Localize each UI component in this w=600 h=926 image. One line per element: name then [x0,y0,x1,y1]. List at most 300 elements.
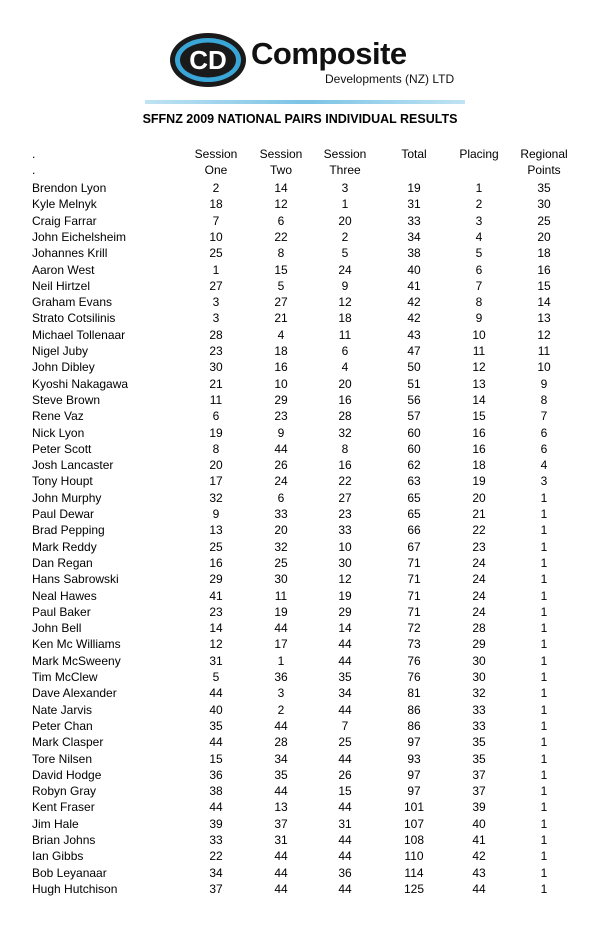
regional-points: 1 [540,523,548,538]
session-one-score: 3 [212,295,220,310]
session-one-score: 6 [212,409,220,424]
session-three-score: 44 [338,751,352,766]
regional-points: 6 [540,441,548,456]
placing: 37 [472,784,486,799]
session-one-score: 7 [212,213,220,228]
regional-points: 16 [537,262,551,277]
total-score: 38 [407,246,421,261]
placing: 32 [472,686,486,701]
session-one-score: 23 [209,344,223,358]
session-two-score: 32 [274,539,288,554]
total-score: 63 [407,474,421,489]
session-three-score: 5 [341,246,349,261]
session-one-score: 41 [209,588,223,603]
header-marker: . [32,162,36,177]
session-one-score: 20 [209,458,223,473]
session-three-score: 10 [338,539,352,554]
session-three-score: 4 [341,360,349,375]
header-label: Two [269,162,292,177]
player-name: John Murphy [32,490,102,505]
table-row [0,571,600,587]
session-two-score: 21 [274,311,288,326]
player-name: Michael Tollenaar [32,327,126,342]
placing: 12 [472,360,486,375]
session-two-score: 25 [274,555,288,570]
table-row [0,180,600,196]
table-row [0,799,600,815]
placing: 19 [472,474,486,489]
total-score: 60 [407,441,421,456]
session-one-score: 16 [209,555,223,570]
header-session-three [315,147,375,178]
session-two-score: 44 [274,865,288,880]
session-two-score: 22 [274,229,288,244]
regional-points: 18 [537,246,551,261]
placing: 20 [472,490,486,505]
total-score: 51 [407,376,421,391]
regional-points: 1 [540,751,548,766]
session-one-score: 44 [209,800,223,815]
total-score: 71 [407,604,421,619]
session-three-score: 33 [338,523,352,538]
table-row [0,457,600,473]
placing: 22 [472,523,486,538]
total-score: 42 [407,295,421,310]
player-name: Brian Johns [32,833,96,847]
session-one-score: 36 [209,767,223,782]
table-row [0,588,600,604]
session-one-score: 8 [212,441,220,456]
session-one-score: 1 [212,262,220,277]
session-three-score: 2 [341,229,349,244]
player-name: Craig Farrar [32,213,97,228]
session-three-score: 44 [338,849,352,864]
placing: 30 [472,653,486,668]
table-row [0,669,600,685]
table-row [0,343,600,359]
player-name: Dave Alexander [32,686,117,701]
player-name: Dan Regan [32,555,93,570]
placing: 3 [475,213,483,228]
regional-points: 1 [540,865,548,880]
placing: 16 [472,441,486,456]
player-name: Neal Hawes [32,588,97,603]
table-row [0,213,600,229]
session-one-score: 15 [209,751,223,766]
regional-points: 1 [540,800,548,815]
session-three-score: 9 [341,278,349,293]
session-three-score: 18 [338,311,352,326]
session-three-score: 25 [338,735,352,750]
regional-points: 1 [540,784,548,799]
session-two-score: 1 [277,653,285,668]
total-score: 86 [407,702,421,717]
table-row [0,376,600,392]
player-name: David Hodge [32,767,102,782]
player-name: Nick Lyon [32,425,85,440]
document-title: SFFNZ 2009 NATIONAL PAIRS INDIVIDUAL RESULTS [142,112,458,126]
placing: 41 [472,833,486,847]
total-score: 93 [407,751,421,766]
placing: 11 [472,344,486,358]
total-score: 66 [407,523,421,538]
header-label: Session [323,147,367,161]
regional-points: 7 [540,409,548,424]
regional-points: 1 [540,637,548,652]
session-three-score: 20 [338,213,352,228]
session-two-score: 33 [274,507,288,521]
regional-points: 1 [540,539,548,554]
placing: 9 [475,311,483,326]
header-label: Session [259,147,303,161]
table-row [0,702,600,718]
regional-points: 1 [540,621,548,636]
table-row [0,881,600,897]
player-name: Peter Chan [32,718,93,733]
session-two-score: 28 [274,735,288,750]
regional-points: 1 [540,588,548,603]
player-name: Kyoshi Nakagawa [32,376,129,391]
session-one-score: 28 [209,327,223,342]
regional-points: 25 [537,213,551,228]
placing: 13 [472,376,486,391]
session-three-score: 28 [338,409,352,424]
session-three-score: 44 [338,702,352,717]
session-two-score: 6 [277,213,285,228]
session-three-score: 12 [338,572,352,587]
session-two-score: 2 [277,702,285,717]
regional-points: 4 [540,458,548,473]
placing: 10 [472,327,486,342]
session-two-score: 13 [274,800,288,815]
total-score: 19 [407,181,421,195]
player-name: Josh Lancaster [32,458,114,473]
company-name: Composite [251,36,407,71]
session-two-score: 44 [274,621,288,636]
player-name: Graham Evans [32,295,113,310]
session-three-score: 22 [338,474,352,489]
session-two-score: 15 [274,262,288,277]
session-one-score: 35 [209,718,223,733]
header-label: Session [194,147,238,161]
session-two-score: 6 [277,490,285,505]
session-one-score: 12 [209,637,223,652]
placing: 35 [472,735,486,750]
table-row [0,262,600,278]
session-one-score: 2 [212,181,220,195]
total-score: 65 [407,490,421,505]
session-one-score: 37 [209,881,223,896]
session-one-score: 31 [209,653,223,668]
session-one-score: 11 [209,392,223,407]
session-two-score: 44 [274,441,288,456]
session-one-score: 5 [212,670,220,684]
placing: 42 [472,849,486,864]
table-row [0,620,600,636]
regional-points: 9 [540,376,548,391]
company-subtitle: Developments (NZ) LTD [325,72,455,86]
session-two-score: 4 [277,327,285,342]
regional-points: 1 [540,718,548,733]
session-one-score: 40 [209,702,223,717]
session-one-score: 38 [209,784,223,799]
total-score: 101 [403,800,425,815]
table-row [0,539,600,555]
total-score: 57 [407,409,421,424]
cd-emblem-icon [169,32,247,88]
placing: 24 [472,572,486,587]
session-three-score: 44 [338,637,352,652]
session-one-score: 19 [209,425,223,440]
table-row [0,555,600,571]
regional-points: 14 [537,295,551,310]
session-three-score: 11 [338,327,352,342]
table-row [0,832,600,848]
session-two-score: 14 [274,181,288,195]
total-score: 97 [407,735,421,750]
placing: 33 [472,702,486,717]
player-name: Kent Fraser [32,800,95,815]
session-two-score: 44 [274,881,288,896]
session-three-score: 1 [341,197,349,212]
table-row [0,408,600,424]
player-name: John Eichelsheim [32,229,127,244]
placing: 4 [475,229,483,244]
session-one-score: 14 [209,621,223,636]
session-two-score: 26 [274,458,288,473]
total-score: 86 [407,718,421,733]
player-name: Ian Gibbs [32,849,84,864]
session-one-score: 25 [209,539,223,554]
table-row [0,490,600,506]
table-row [0,327,600,343]
player-name: John Dibley [32,360,95,375]
regional-points: 12 [537,327,551,342]
session-one-score: 34 [209,865,223,880]
session-one-score: 29 [209,572,223,587]
table-row [0,229,600,245]
regional-points: 1 [540,555,548,570]
regional-points: 8 [540,392,548,407]
table-row [0,392,600,408]
session-one-score: 27 [209,278,223,293]
table-row [0,751,600,767]
table-row [0,506,600,522]
table-row [0,310,600,326]
session-two-score: 17 [274,637,288,652]
placing: 39 [472,800,486,815]
session-three-score: 30 [338,555,352,570]
regional-points: 11 [537,344,551,358]
session-one-score: 18 [209,197,223,212]
session-one-score: 9 [212,507,220,521]
placing: 15 [472,409,486,424]
session-one-score: 22 [209,849,223,864]
total-score: 110 [404,849,424,864]
player-name: Tim McClew [32,670,98,684]
player-name: Mark Clasper [32,735,104,750]
total-score: 108 [403,833,425,847]
session-three-score: 29 [338,604,352,619]
player-name: Hugh Hutchison [32,881,118,896]
table-row [0,473,600,489]
header-label: Regional [520,147,568,161]
total-score: 71 [407,588,421,603]
total-score: 41 [407,278,421,293]
total-score: 76 [407,653,421,668]
player-name: Robyn Gray [32,784,97,799]
player-name: Mark Reddy [32,539,97,554]
total-score: 97 [407,767,421,782]
session-three-score: 32 [338,425,352,440]
session-two-score: 24 [274,474,288,489]
session-two-score: 37 [274,816,288,831]
session-two-score: 11 [274,588,288,603]
session-three-score: 44 [338,881,352,896]
table-row [0,783,600,799]
session-two-score: 44 [274,718,288,733]
total-score: 50 [407,360,421,375]
table-row [0,816,600,832]
header-regional-points [512,147,576,178]
table-row [0,359,600,375]
regional-points: 15 [537,278,551,293]
regional-points: 1 [540,490,548,505]
player-name: Brad Pepping [32,523,105,538]
placing: 33 [472,718,486,733]
player-name: Mark McSweeny [32,653,121,668]
emblem-letters: CD [189,45,227,75]
total-score: 71 [407,555,421,570]
total-score: 114 [404,865,424,880]
table-row [0,848,600,864]
session-one-score: 25 [209,246,223,261]
total-score: 97 [407,784,421,799]
placing: 1 [475,181,483,195]
session-three-score: 16 [338,458,352,473]
table-row [0,685,600,701]
session-one-score: 3 [212,311,220,326]
regional-points: 1 [540,507,548,521]
player-name: Peter Scott [32,441,92,456]
session-two-score: 3 [277,686,285,701]
table-row [0,718,600,734]
table-row [0,196,600,212]
total-score: 67 [407,539,421,554]
player-name: Steve Brown [32,392,101,407]
total-score: 107 [403,816,425,831]
placing: 21 [472,507,486,521]
table-row [0,245,600,261]
session-two-score: 44 [274,849,288,864]
session-three-score: 44 [338,653,352,668]
table-row [0,522,600,538]
logo-divider [145,100,465,104]
placing: 24 [472,604,486,619]
session-three-score: 15 [338,784,352,799]
placing: 6 [475,262,483,277]
player-name: Brendon Lyon [32,181,107,195]
session-one-score: 17 [209,474,223,489]
session-two-score: 5 [277,278,285,293]
regional-points: 1 [540,881,548,896]
session-three-score: 3 [341,181,349,195]
regional-points: 35 [537,181,551,195]
regional-points: 30 [537,197,551,212]
session-three-score: 34 [338,686,352,701]
session-three-score: 35 [338,670,352,684]
session-two-score: 8 [277,246,285,261]
player-name: Bob Leyanaar [32,865,107,880]
session-two-score: 30 [274,572,288,587]
regional-points: 1 [540,816,548,831]
session-one-score: 32 [209,490,223,505]
session-two-score: 18 [274,344,288,358]
table-row [0,278,600,294]
session-one-score: 33 [209,833,223,847]
total-score: 125 [403,881,425,896]
placing: 8 [475,295,483,310]
total-score: 47 [407,344,421,358]
placing: 16 [472,425,486,440]
session-three-score: 24 [338,262,352,277]
player-name: Nigel Juby [32,344,89,358]
regional-points: 1 [540,735,548,750]
table-row [0,865,600,881]
total-score: 34 [407,229,421,244]
placing: 7 [475,278,483,293]
total-score: 73 [407,637,421,652]
player-name: Johannes Krill [32,246,108,261]
player-name: Kyle Melnyk [32,197,97,212]
session-two-score: 34 [274,751,288,766]
session-two-score: 31 [274,833,288,847]
session-three-score: 8 [341,441,349,456]
player-name: Ken Mc Williams [32,637,121,652]
placing: 23 [472,539,486,554]
player-name: Aaron West [32,262,95,277]
regional-points: 1 [540,767,548,782]
player-name: Jim Hale [32,816,79,831]
session-two-score: 12 [274,197,288,212]
total-score: 31 [407,197,421,212]
placing: 37 [472,767,486,782]
session-one-score: 23 [209,604,223,619]
regional-points: 1 [540,686,548,701]
session-three-score: 26 [338,767,352,782]
player-name: Nate Jarvis [32,702,93,717]
header-label: Three [329,162,361,177]
total-score: 43 [407,327,421,342]
session-two-score: 16 [274,360,288,375]
regional-points: 1 [540,670,548,684]
session-two-score: 20 [274,523,288,538]
session-three-score: 31 [338,816,352,831]
player-name: Tony Houpt [32,474,93,489]
regional-points: 1 [540,702,548,717]
session-one-score: 13 [209,523,223,538]
player-name: Paul Baker [32,604,91,619]
table-header [0,147,600,179]
table-row [0,636,600,652]
table-row [0,734,600,750]
session-three-score: 27 [338,490,352,505]
player-name: Rene Vaz [32,409,84,424]
session-two-score: 27 [274,295,288,310]
regional-points: 1 [540,572,548,587]
placing: 2 [475,197,483,212]
placing: 18 [472,458,486,473]
